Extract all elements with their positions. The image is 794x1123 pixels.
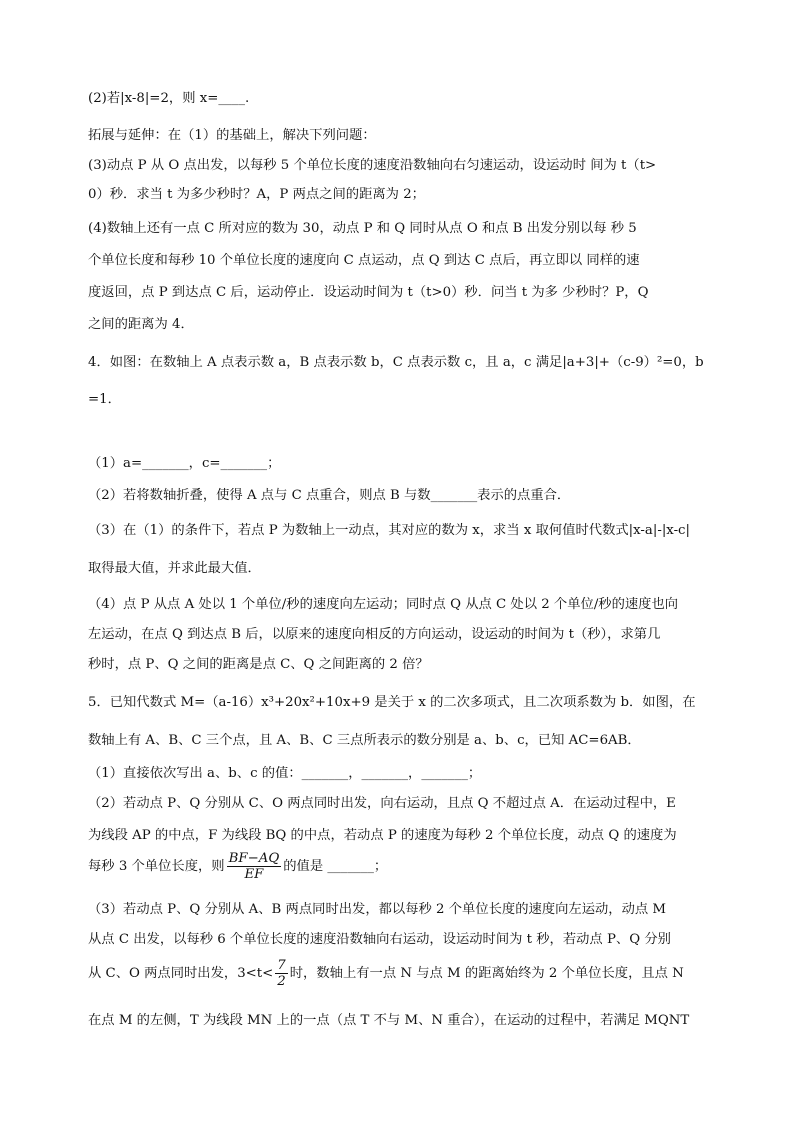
fraction-numerator: 7 (277, 958, 286, 973)
q5-part2-line2: 为线段 AP 的中点，F 为线段 BQ 的中点，若动点 P 的速度为每秒 2 个单位长度，动点 Q 的速度为 (88, 828, 677, 843)
q4-part4-line2: 左运动，在点 Q 到达点 B 后，以原来的速度向相反的方向运动，设运动的时间为 t（秒），求第几 (88, 627, 661, 642)
q5-part2-post: 的值是 _______； (283, 859, 388, 874)
fraction-denominator: 2 (277, 974, 286, 989)
q3-part3-line1: (3)动点 P 从 O 点出发，以每秒 5 个单位长度的速度沿数轴向右匀速运动，设运动时 间为 t（t> (88, 158, 657, 173)
q5-part3-line3 (88, 958, 684, 989)
fraction-denominator: EF (244, 867, 264, 882)
q5-part1: （1）直接依次写出 a、b、c 的值：_______，_______，_______； (88, 766, 482, 781)
q5-part2-line1: （2）若动点 P、Q 分别从 C、O 两点同时出发，向右运动，且点 Q 不超过点 A．在运动过程中，E (88, 796, 676, 811)
q4-part4-line1: （4）点 P 从点 A 处以 1 个单位/秒的速度向左运动；同时点 Q 从点 C 处以 2 个单位/秒的速度也向 (88, 597, 679, 612)
q4-part3-line2: 取得最大值，并求此最大值． (88, 561, 261, 576)
q3-part4-line4: 之间的距离为 4． (88, 317, 194, 332)
q4-part2: （2）若将数轴折叠，使得 A 点与 C 点重合，则点 B 与数_______表示的点重合． (88, 488, 571, 503)
q3-part2-text: (2)若|x-8|=2，则 x=____. (88, 91, 250, 106)
fraction-numerator: BF−AQ (228, 851, 280, 866)
q4-stem-line1: 4．如图：在数轴上 A 点表示数 a，B 点表示数 b，C 点表示数 c，且 a，c 满足|a+3|+（c-9）²=0，b (88, 355, 704, 370)
fraction-bf-aq-over-ef (227, 851, 282, 882)
q3-part3-line2: 0）秒．求当 t 为多少秒时？A，P 两点之间的距离为 2； (88, 187, 425, 202)
q5-part2-pre: 每秒 3 个单位长度，则 (88, 859, 225, 874)
q5-stem-line2: 数轴上有 A、B、C 三个点，且 A、B、C 三点所表示的数分别是 a、b、c，已知 AC=6AB． (88, 733, 641, 748)
q5-part3-line2: 从点 C 出发，以每秒 6 个单位长度的速度沿数轴向右运动，设运动时间为 t 秒，若动点 P、Q 分别 (88, 932, 671, 947)
q5-part2-line3 (88, 851, 387, 882)
q4-part1: （1）a=_______，c=_______； (88, 456, 281, 471)
q5-part3-pre: 从 C、O 两点同时出发，3<t< (88, 966, 274, 981)
fraction-7-over-2 (275, 958, 287, 989)
q4-stem-line2: =1． (88, 392, 121, 407)
q5-part3-line4: 在点 M 的左侧，T 为线段 MN 上的一点（点 T 不与 M、N 重合），在运动的过程中，若满足 MQNT (88, 1013, 690, 1028)
q4-part3-line1: （3）在（1）的条件下，若点 P 为数轴上一动点，其对应的数为 x，求当 x 取何值时代数式|x-a|-|x-c| (88, 523, 690, 538)
q3-part4-line3: 度返回，点 P 到达点 C 后，运动停止．设运动时间为 t（t>0）秒．问当 t 为多 少秒时？P，Q (88, 285, 649, 300)
q5-stem-line1: 5．已知代数式 M=（a-16）x³+20x²+10x+9 是关于 x 的二次多项式，且二次项系数为 b．如图，在 (88, 695, 696, 710)
q3-part4-line1: (4)数轴上还有一点 C 所对应的数为 30，动点 P 和 Q 同时从点 O 和点 B 出发分别以每 秒 5 (88, 221, 637, 236)
q5-part3-post: 时，数轴上有一点 N 与点 M 的距离始终为 2 个单位长度，且点 N (289, 966, 684, 981)
q3-part4-line2: 个单位长度和每秒 10 个单位长度的速度向 C 点运动，点 Q 到达 C 点后，再立即以 同样的速 (88, 253, 640, 268)
extension-heading: 拓展与延伸：在（1）的基础上，解决下列问题： (88, 128, 376, 143)
q5-part3-line1: （3）若动点 P、Q 分别从 A、B 两点同时出发，都以每秒 2 个单位长度的速度向左运动，动点 M (88, 902, 667, 917)
q4-part4-line3: 秒时，点 P、Q 之间的距离是点 C、Q 之间距离的 2 倍？ (88, 657, 429, 672)
